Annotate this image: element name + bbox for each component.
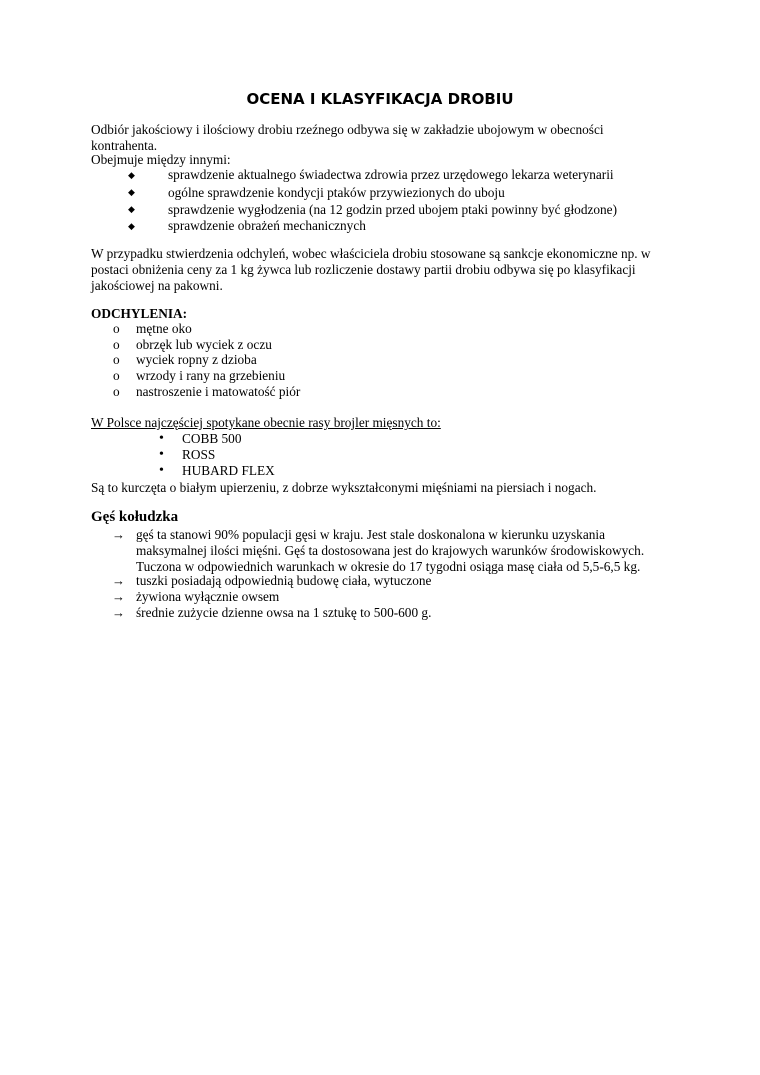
diamond-bullet-icon: ◆ <box>128 204 135 214</box>
goose-item: tuszki posiadają odpowiednią budowę ciała, wytuczone <box>136 573 432 588</box>
dot-bullet-icon: • <box>159 431 164 446</box>
arrow-bullet-icon: → <box>112 589 125 604</box>
breed-item: ROSS <box>182 447 216 462</box>
dot-bullet-icon: • <box>159 447 164 462</box>
arrow-bullet-icon: → <box>112 605 125 620</box>
intro-paragraph: Odbiór jakościowy i ilościowy drobiu rzeźnego odbywa się w zakładzie ubojowym w obecności kontrahenta. <box>91 122 604 153</box>
includes-item: ogólne sprawdzenie kondycji ptaków przywiezionych do uboju <box>168 185 505 200</box>
includes-item: sprawdzenie wygłodzenia (na 12 godzin przed ubojem ptaki powinny być głodzone) <box>168 202 618 217</box>
deviation-item: mętne oko <box>136 321 192 336</box>
diamond-bullet-icon: ◆ <box>128 170 135 180</box>
circle-bullet-icon: o <box>113 337 120 352</box>
breed-item: HUBARD FLEX <box>182 463 275 478</box>
breeds-note: Są to kurczęta o białym upierzeniu, z dobrze wykształconymi mięśniami na piersiach i nogach. <box>91 480 597 495</box>
deviations-heading: ODCHYLENIA: <box>91 306 188 321</box>
circle-bullet-icon: o <box>113 384 120 399</box>
breed-item: COBB 500 <box>182 431 242 446</box>
goose-item: żywiona wyłącznie owsem <box>136 589 280 604</box>
sanctions-paragraph: W przypadku stwierdzenia odchyleń, wobec właściciela drobiu stosowane są sankcje ekonomiczne np. w postaci obniżenia ceny za 1 kg żywca lub rozliczenie dostawy partii drobiu odbywa się po klasyfikacji jakościowej na pakowni. <box>91 246 651 293</box>
circle-bullet-icon: o <box>113 368 120 383</box>
circle-bullet-icon: o <box>113 321 120 336</box>
deviation-item: wrzody i rany na grzebieniu <box>136 368 286 383</box>
deviation-item: wyciek ropny z dzioba <box>136 352 257 367</box>
deviation-item: obrzęk lub wyciek z oczu <box>136 337 272 352</box>
goose-item: średnie zużycie dzienne owsa na 1 sztukę to 500-600 g. <box>136 605 432 620</box>
breeds-heading: W Polsce najczęściej spotykane obecnie rasy brojler mięsnych to: <box>91 415 441 430</box>
deviation-item: nastroszenie i matowatość piór <box>136 384 301 399</box>
diamond-bullet-icon: ◆ <box>128 187 135 197</box>
goose-item: gęś ta stanowi 90% populacji gęsi w kraju. Jest stale doskonalona w kierunku uzyskania maksymalnej ilości mięśni. Gęś ta dostosowana jest do krajowych warunków środowiskowych. Tuczona w odpowiednich warunkach w okresie do 17 tygodni osiąga masę ciała od 5,5-6,5 kg. <box>136 527 645 574</box>
includes-item: sprawdzenie obrażeń mechanicznych <box>168 218 366 233</box>
circle-bullet-icon: o <box>113 352 120 367</box>
goose-heading: Gęś kołudzka <box>91 509 179 525</box>
arrow-bullet-icon: → <box>112 573 125 588</box>
document-title: OCENA I KLASYFIKACJA DROBIU <box>246 90 514 108</box>
arrow-bullet-icon: → <box>112 527 125 542</box>
dot-bullet-icon: • <box>159 463 164 478</box>
includes-item: sprawdzenie aktualnego świadectwa zdrowia przez urzędowego lekarza weterynarii <box>168 167 614 182</box>
diamond-bullet-icon: ◆ <box>128 221 135 231</box>
includes-label: Obejmuje między innymi: <box>91 152 231 167</box>
